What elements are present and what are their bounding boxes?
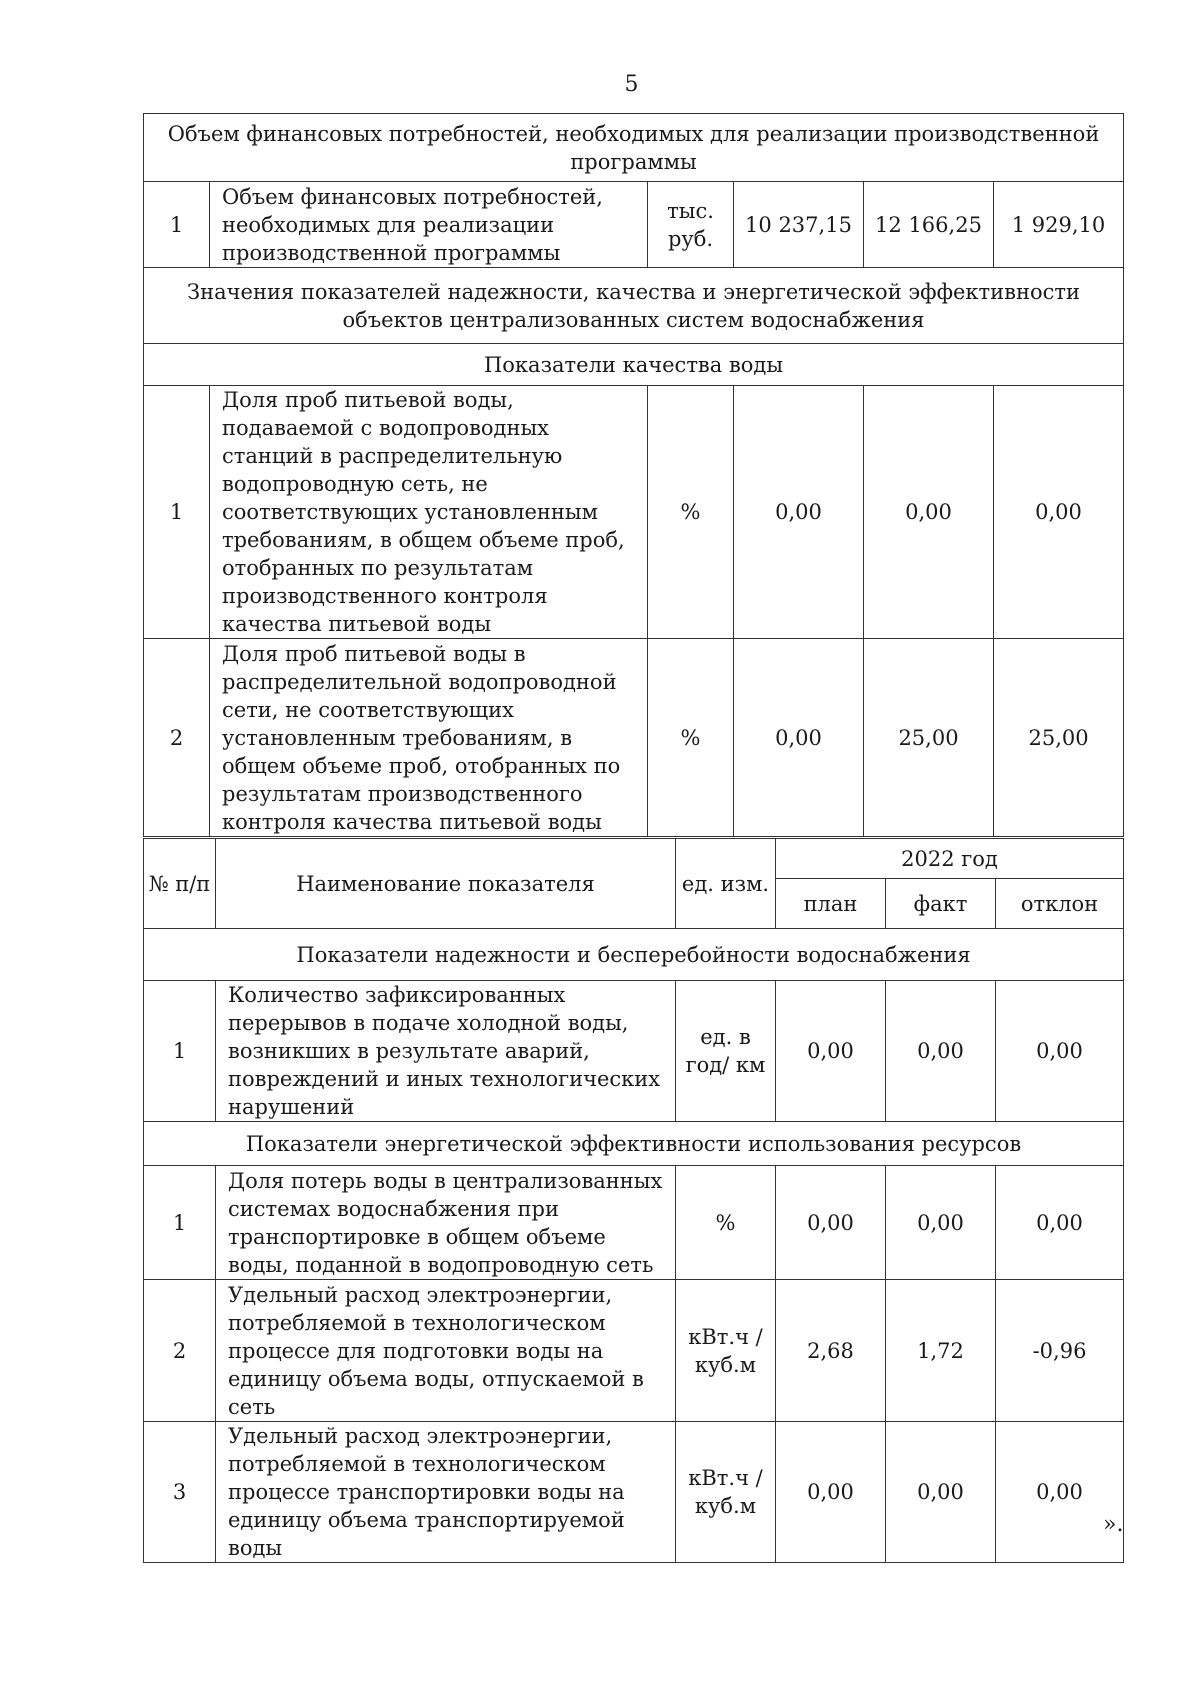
unit-cell: кВт.ч / куб.м [676,1422,776,1563]
fact-value: 25,00 [864,639,994,837]
row-number: 3 [144,1422,216,1563]
plan-value: 10 237,15 [734,182,864,268]
fact-value: 0,00 [886,981,996,1122]
unit-cell: % [648,386,734,639]
deviation-value: -0,96 [996,1280,1124,1422]
plan-value: 0,00 [776,981,886,1122]
fact-value: 1,72 [886,1280,996,1422]
fact-value: 0,00 [886,1422,996,1563]
table-row [144,182,1124,268]
fact-value: 0,00 [864,386,994,639]
row-number: 1 [144,182,210,268]
deviation-value: 25,00 [994,639,1124,837]
plan-value: 0,00 [734,639,864,837]
table-row [144,1280,1124,1422]
indicator-name: Удельный расход электроэнергии, потребляемой в технологическом процессе транспортировки воды на единицу объема транспортируемой воды [216,1422,676,1563]
table-row [144,386,1124,639]
table-row [144,981,1124,1122]
reliability-energy-table [143,838,1124,1563]
row-number: 1 [144,386,210,639]
indicator-name: Доля проб питьевой воды в распределительной водопроводной сети, не соответствующих установленным требованиям, в общем объеме проб, отобранных по результатам производственного контроля качества питьевой воды [210,639,648,837]
section-header-reliability-quality: Значения показателей надежности, качества и энергетической эффективности объектов централизованных систем водоснабжения [144,268,1124,344]
plan-value: 2,68 [776,1280,886,1422]
plan-value: 0,00 [776,1422,886,1563]
table-row [144,1422,1124,1563]
unit-cell: ед. в год/ км [676,981,776,1122]
column-header-name: Наименование показателя [216,839,676,929]
column-header-fact: факт [886,879,996,929]
indicator-name: Количество зафиксированных перерывов в подаче холодной воды, возникших в результате аварий, повреждений и иных технологических нарушений [216,981,676,1122]
fact-value: 12 166,25 [864,182,994,268]
section-header-row [144,268,1124,344]
section-header-water-quality: Показатели качества воды [144,344,1124,386]
column-header-plan: план [776,879,886,929]
row-number: 1 [144,981,216,1122]
unit-cell: кВт.ч / куб.м [676,1280,776,1422]
deviation-value: 0,00 [996,1422,1124,1563]
financial-quality-table [143,113,1124,837]
row-number: 2 [144,639,210,837]
column-header-deviation: отклон [996,879,1124,929]
deviation-value: 0,00 [996,981,1124,1122]
indicator-name: Объем финансовых потребностей, необходимых для реализации производственной программы [210,182,648,268]
unit-cell: % [676,1166,776,1280]
closing-quote-mark: ». [1103,1512,1124,1537]
deviation-value: 0,00 [996,1166,1124,1280]
section-header-row [144,344,1124,386]
section-header-energy: Показатели энергетической эффективности использования ресурсов [144,1122,1124,1166]
unit-cell: % [648,639,734,837]
table-row [144,639,1124,837]
section-header-row [144,1122,1124,1166]
deviation-value: 0,00 [994,386,1124,639]
page-number: 5 [624,72,639,97]
indicator-name: Удельный расход электроэнергии, потребляемой в технологическом процессе для подготовки воды на единицу объема воды, отпускаемой в сеть [216,1280,676,1422]
table-header-row [144,839,1124,879]
indicator-name: Доля потерь воды в централизованных системах водоснабжения при транспортировке в общем объеме воды, поданной в водопроводную сеть [216,1166,676,1280]
section-header-financial: Объем финансовых потребностей, необходимых для реализации производственной программы [144,114,1124,182]
section-header-row [144,114,1124,182]
section-header-row [144,929,1124,981]
row-number: 2 [144,1280,216,1422]
section-header-reliability: Показатели надежности и бесперебойности водоснабжения [144,929,1124,981]
row-number: 1 [144,1166,216,1280]
table-row [144,1166,1124,1280]
unit-cell: тыс. руб. [648,182,734,268]
column-header-unit: ед. изм. [676,839,776,929]
deviation-value: 1 929,10 [994,182,1124,268]
plan-value: 0,00 [776,1166,886,1280]
column-header-year: 2022 год [776,839,1124,879]
fact-value: 0,00 [886,1166,996,1280]
column-header-number: № п/п [144,839,216,929]
indicator-name: Доля проб питьевой воды, подаваемой с водопроводных станций в распределительную водопроводную сеть, не соответствующих установленным требованиям, в общем объеме проб, отобранных по результатам производственного контроля качества питьевой воды [210,386,648,639]
plan-value: 0,00 [734,386,864,639]
